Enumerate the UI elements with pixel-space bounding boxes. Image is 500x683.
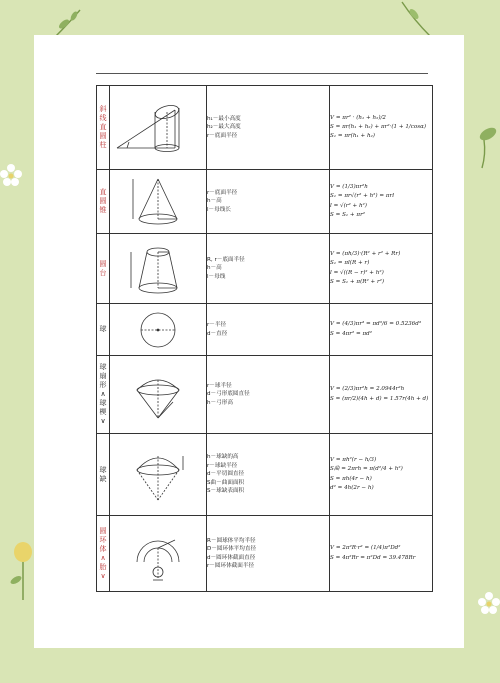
shape-name: 球 [99, 325, 107, 333]
variables-cell [207, 304, 330, 356]
formula-line: l = √(r² + h²) [330, 202, 367, 209]
variable-line: h－弓形高 [207, 399, 233, 406]
formula-line: S = 4π²Rr = π²Dd = 39.478Rr [330, 554, 416, 561]
shape-name: 球扇形∧球楔∨ [99, 363, 107, 425]
variable-line: h₂－最大高度 [207, 124, 241, 131]
frustum-figure [123, 238, 193, 300]
variable-line: l－母线 [207, 273, 226, 280]
leaf-sprig-icon [474, 120, 500, 170]
spherical-cap-figure [123, 440, 193, 510]
spherical-sector-figure [123, 362, 193, 428]
formula-line: l = √((R − r)² + h²) [330, 269, 384, 276]
variable-line: d－直径 [207, 330, 228, 337]
shape-name-cell [97, 86, 110, 170]
variables-cell [207, 234, 330, 304]
variables-cell [207, 86, 330, 170]
formulas-cell [330, 234, 433, 304]
shape-name: 斜线直圆柱 [99, 105, 107, 149]
figure-cell [110, 516, 207, 592]
formula-line: S₁ = πr(h₁ + h₂) [330, 133, 375, 140]
right-cone-figure [123, 173, 193, 231]
shape-name: 直圆锥 [99, 188, 107, 214]
figure-cell [110, 170, 207, 234]
variable-line: h－高 [207, 198, 222, 205]
formula-line: V = (πh/3)·(R² + r² + Rr) [330, 251, 401, 258]
formula-line: S = πr(h₁ + h₂) + πr²·(1 + 1/cosα) [330, 123, 427, 130]
variable-line: r－底面半径 [207, 189, 238, 196]
variables-cell [207, 170, 330, 234]
formula-line: S = S₁ + πr² [330, 211, 365, 218]
variable-line: r－球半径 [207, 382, 232, 389]
variable-line: d－圆环体截面直径 [207, 554, 256, 561]
shape-name-cell [97, 170, 110, 234]
variable-line: R, r－底面半径 [207, 256, 245, 263]
formula-line: V = (2/3)πr²h = 2.0944r²h [330, 386, 405, 393]
formula-line: S = S₁ + π(R² + r²) [330, 278, 385, 285]
variable-line: d－平切圆直径 [207, 471, 245, 478]
variable-line: h－高 [207, 265, 222, 272]
variable-line: R－圆球体平均半径 [207, 537, 256, 544]
yellow-flower-icon [10, 540, 36, 600]
formulas-cell [330, 86, 433, 170]
formula-table [96, 85, 433, 592]
variable-line: r－半径 [207, 322, 227, 329]
shape-name: 圆环体∧胎∨ [99, 526, 107, 580]
formula-line: V = (1/3)πr²h [330, 184, 368, 191]
shape-name: 圆台 [99, 259, 107, 277]
formula-line: S = 4πr² = πd² [330, 330, 372, 337]
shape-name-cell [97, 356, 110, 434]
variable-line: D－圆环体平均直径 [207, 546, 257, 553]
shape-name-cell [97, 434, 110, 516]
variable-line: d－弓形底圆直径 [207, 391, 250, 398]
table-row [97, 170, 433, 234]
formula-line: S₁ = πl(R + r) [330, 260, 370, 267]
figure-cell [110, 304, 207, 356]
variable-line: h－球缺的高 [207, 454, 239, 461]
formula-line: S曲 = 2πrh = π(d²/4 + h²) [330, 466, 403, 473]
variable-line: h₁－最小高度 [207, 115, 241, 122]
oblique-cut-cylinder-figure [113, 90, 203, 166]
variable-line: S曲－曲面面积 [207, 479, 245, 486]
formulas-cell [330, 434, 433, 516]
formula-line: V = 2π²R·r² = (1/4)π²Dd² [330, 545, 401, 552]
white-flower-icon [478, 592, 500, 614]
formulas-cell [330, 516, 433, 592]
variables-cell [207, 356, 330, 434]
table-row [97, 304, 433, 356]
formulas-cell [330, 304, 433, 356]
variable-line: r－圆环体截面半径 [207, 562, 255, 569]
figure-cell [110, 86, 207, 170]
table-row [97, 86, 433, 170]
formulas-cell [330, 356, 433, 434]
white-flower-icon [0, 164, 22, 186]
formula-line: S = (πr/2)(4h + d) = 1.57r(4h + d) [330, 395, 429, 402]
shape-name-cell [97, 304, 110, 356]
variable-line: r－底面半径 [207, 132, 238, 139]
table-row [97, 516, 433, 592]
sphere-figure [130, 307, 186, 353]
figure-cell [110, 356, 207, 434]
formula-line: V = (4/3)πr³ = πd³/6 = 0.5236d³ [330, 321, 422, 328]
formula-line: S₁ = πr√(r² + h²) = πrl [330, 193, 394, 200]
variables-cell [207, 516, 330, 592]
shape-name-cell [97, 234, 110, 304]
formulas-cell [330, 170, 433, 234]
torus-figure [125, 520, 191, 588]
figure-cell [110, 234, 207, 304]
header-rule [96, 73, 428, 74]
formula-line: V = πh²(r − h/3) [330, 457, 377, 464]
paper-sheet [34, 35, 464, 648]
formula-line: V = πr² · (h₁ + h₂)/2 [330, 114, 386, 121]
table-row [97, 234, 433, 304]
variables-cell [207, 434, 330, 516]
figure-cell [110, 434, 207, 516]
table-row [97, 434, 433, 516]
variable-line: S－球缺表面积 [207, 488, 245, 495]
table-row [97, 356, 433, 434]
formula-line: d² = 4h(2r − h) [330, 484, 374, 491]
formula-line: S = πh(4r − h) [330, 475, 372, 482]
leaf-sprig-icon [400, 0, 440, 40]
variable-line: r－球缺半径 [207, 462, 238, 469]
shape-name-cell [97, 516, 110, 592]
variable-line: l－母线长 [207, 206, 231, 213]
shape-name: 球缺 [99, 465, 107, 483]
